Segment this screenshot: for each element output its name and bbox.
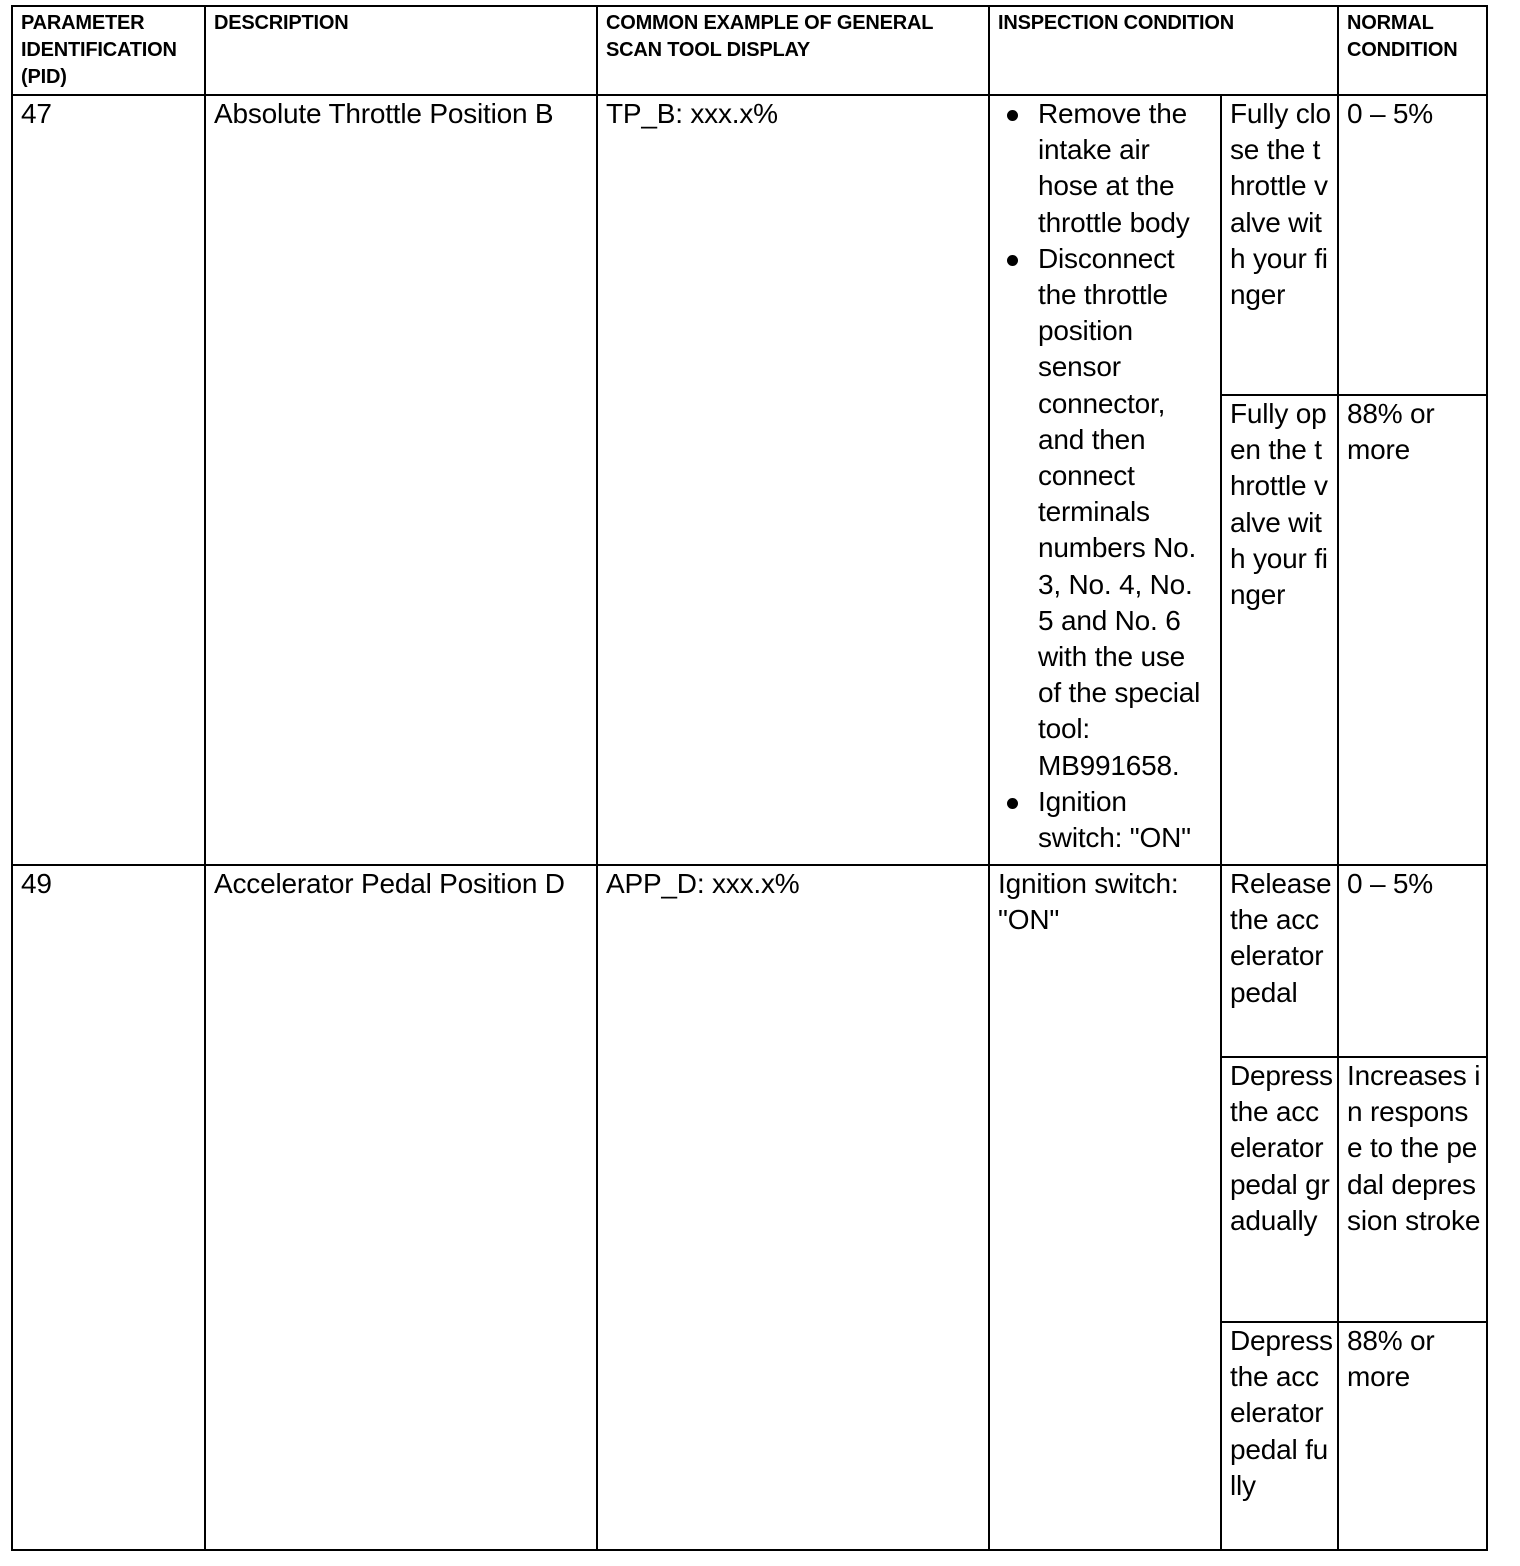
header-row (12, 6, 1487, 95)
normal-condition-cell: Increases in response to the pedal depression stroke (1338, 1057, 1487, 1322)
state-action-cell: Fully close the throttle valve with your finger (1221, 95, 1338, 395)
inspection-condition-list (998, 96, 1214, 856)
pid-cell: 47 (12, 95, 205, 865)
inspection-condition-cell (989, 95, 1221, 865)
table-row (12, 95, 1487, 395)
list-item: Disconnect the throttle position sensor connector, and then connect terminals numbers No. 3, No. 4, No. 5 and No. 6 with the use of the special tool: MB991658. (1038, 241, 1214, 784)
list-item: Ignition switch: "ON" (1038, 784, 1214, 856)
state-action-cell: Fully open the throttle valve with your finger (1221, 395, 1338, 865)
state-action-cell: Depress the accelerator pedal fully (1221, 1322, 1338, 1550)
header-normal-condition: NORMAL CONDITION (1338, 6, 1487, 95)
table-row (12, 865, 1487, 1057)
description-cell: Absolute Throttle Position B (205, 95, 597, 865)
header-pid: PARAMETER IDENTIFICATION (PID) (12, 6, 205, 95)
pid-cell: 49 (12, 865, 205, 1550)
list-item: Remove the intake air hose at the throttle body (1038, 96, 1214, 241)
scan-display-cell: TP_B: xxx.x% (597, 95, 989, 865)
normal-condition-cell: 0 – 5% (1338, 865, 1487, 1057)
normal-condition-cell: 0 – 5% (1338, 95, 1487, 395)
normal-condition-cell: 88% or more (1338, 395, 1487, 865)
inspection-condition-cell: Ignition switch: "ON" (989, 865, 1221, 1550)
header-description: DESCRIPTION (205, 6, 597, 95)
header-scan-display: COMMON EXAMPLE OF GENERAL SCAN TOOL DISPLAY (597, 6, 989, 95)
header-inspection-condition: INSPECTION CONDITION (989, 6, 1338, 95)
normal-condition-cell: 88% or more (1338, 1322, 1487, 1550)
scan-display-cell: APP_D: xxx.x% (597, 865, 989, 1550)
state-action-cell: Release the accelerator pedal (1221, 865, 1338, 1057)
pid-reference-table (11, 5, 1488, 1551)
state-action-cell: Depress the accelerator pedal gradually (1221, 1057, 1338, 1322)
description-cell: Accelerator Pedal Position D (205, 865, 597, 1550)
